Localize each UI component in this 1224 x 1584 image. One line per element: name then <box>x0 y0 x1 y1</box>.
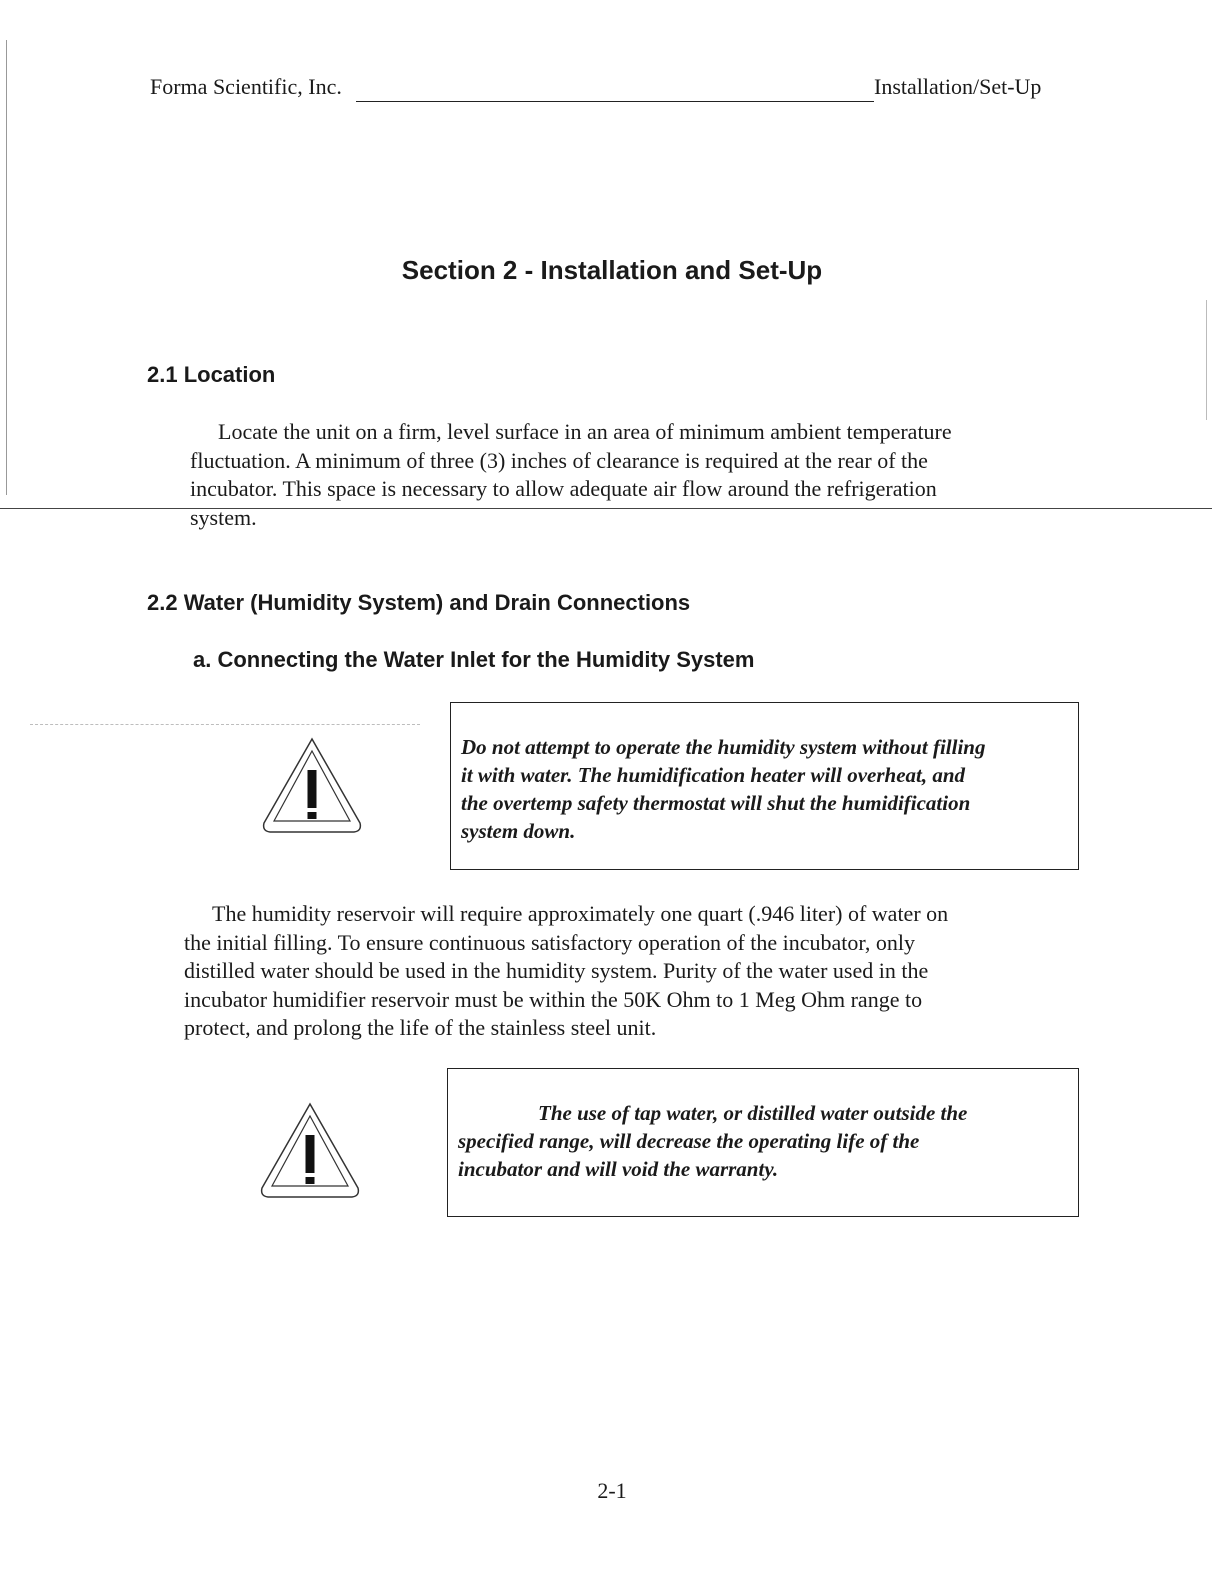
humidity-paragraph <box>184 900 1074 1043</box>
warning-line: system down. <box>461 819 576 843</box>
subheading-water-inlet: a. Connecting the Water Inlet for the Humidity System <box>193 647 755 672</box>
text-line: system. <box>190 504 257 530</box>
warning-line: it with water. The humidification heater will overheat, and <box>461 763 966 787</box>
scan-margin-line-right <box>1206 300 1207 420</box>
warning-line: Do not attempt to operate the humidity system without filling <box>461 735 986 759</box>
scan-artifact-dotted-left <box>30 724 420 725</box>
page-number: 2-1 <box>597 1478 627 1503</box>
header-section: Installation/Set-Up <box>874 74 1042 99</box>
text-line: incubator. This space is necessary to allow adequate air flow around the refrigeration <box>190 476 937 502</box>
warning-triangle-icon <box>256 735 368 835</box>
warning-line: the overtemp safety thermostat will shut the humidification <box>461 791 971 815</box>
text-line: incubator humidifier reservoir must be within the 50K Ohm to 1 Meg Ohm range to <box>184 986 923 1012</box>
text-line: fluctuation. A minimum of three (3) inches of clearance is required at the rear of the <box>190 447 928 473</box>
warning-box-water-fill <box>450 702 1079 870</box>
warning-line: The use of tap water, or distilled water outside the <box>538 1101 968 1125</box>
section-title: Section 2 - Installation and Set-Up <box>401 255 823 285</box>
location-paragraph <box>190 418 1070 532</box>
warning-line: incubator and will void the warranty. <box>458 1157 779 1181</box>
text-line: The humidity reservoir will require approximately one quart (.946 liter) of water on <box>212 901 949 926</box>
warning-triangle-icon <box>254 1100 366 1200</box>
text-line: Locate the unit on a firm, level surface in an area of minimum ambient temperature <box>218 419 952 444</box>
warning-line: specified range, will decrease the operating life of the <box>458 1129 920 1153</box>
warning-box-water-purity <box>447 1068 1079 1217</box>
header-company: Forma Scientific, Inc. <box>150 74 342 99</box>
text-line: distilled water should be used in the humidity system. Purity of the water used in the <box>184 958 929 984</box>
text-line: protect, and prolong the life of the stainless steel unit. <box>184 1015 657 1041</box>
header-rule <box>356 101 874 102</box>
text-line: the initial filling. To ensure continuous satisfactory operation of the incubator, only <box>184 929 915 955</box>
heading-location: 2.1 Location <box>147 362 276 387</box>
heading-water-connections: 2.2 Water (Humidity System) and Drain Connections <box>147 590 691 615</box>
